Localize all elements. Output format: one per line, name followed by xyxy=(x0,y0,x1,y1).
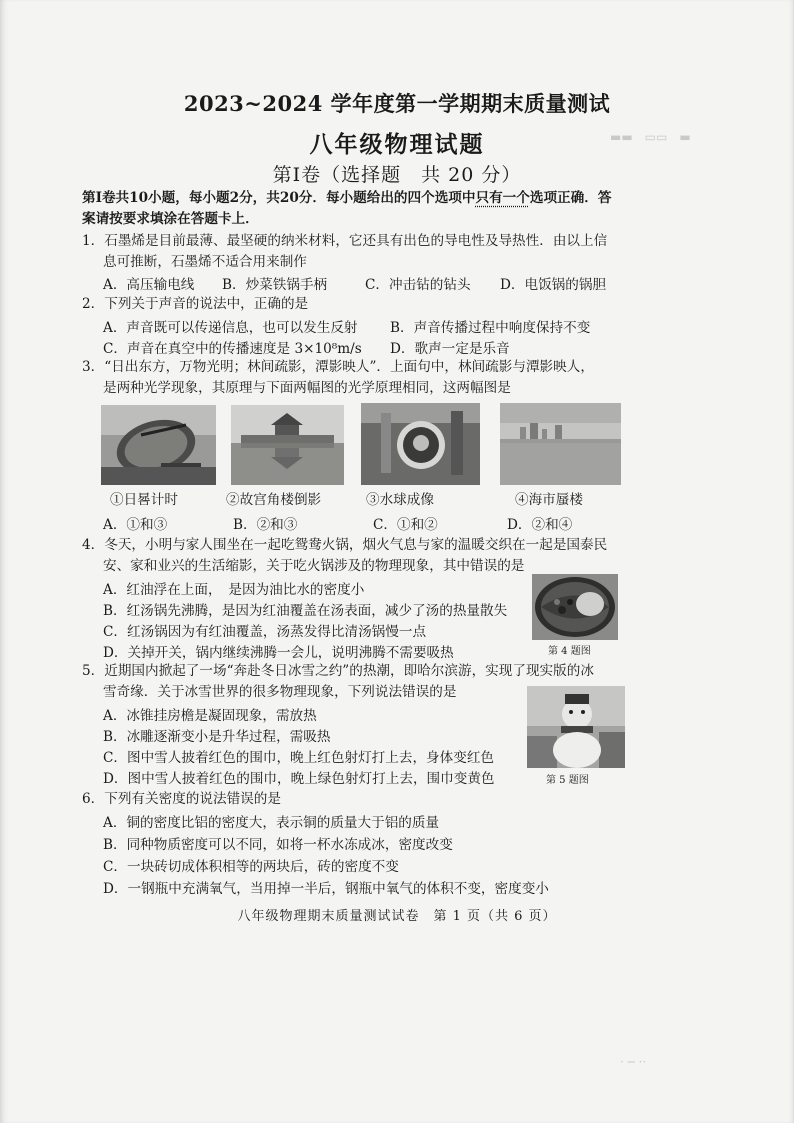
q2-option-d: D．歌声一定是乐音 xyxy=(390,341,510,357)
q3-caption-1: ①日晷计时 xyxy=(110,492,178,508)
q4-option-a: A．红油浮在上面， 是因为油比水的密度小 xyxy=(103,582,365,598)
q6-option-b: B．同种物质密度可以不同，如将一杯水冻成冰，密度改变 xyxy=(103,837,453,853)
q4-figure-caption: 第 4 题图 xyxy=(548,646,591,657)
instructions-line-2: 案请按要求填涂在答题卡上． xyxy=(82,211,259,227)
instructions-text-a: 第Ⅰ卷共10小题，每小题2分，共20分．每小题给出的四个选项中 xyxy=(82,190,476,206)
q5-stem-line-1: 5．近期国内掀起了一场“奔赴冬日冰雪之约”的热潮，即哈尔滨游，实现了现实版的冰 xyxy=(82,663,594,679)
water-ball-imaging-photo xyxy=(361,403,480,485)
page-footer: 八年级物理期末质量测试试卷 第 1 页（共 6 页） xyxy=(237,909,557,924)
q4-stem-line-1: 4．冬天，小明与家人围坐在一起吃鸳鸯火锅，烟火气息与家的温暖交织在一起是国泰民 xyxy=(82,537,608,553)
sundial-photo xyxy=(101,405,216,485)
instructions-text-c: 选项正确．答 xyxy=(529,190,612,206)
q4-option-d: D．关掉开关，锅内继续沸腾一会儿，说明沸腾不需要吸热 xyxy=(103,645,454,661)
bleed-through-mark-bottom: · ─ ·· xyxy=(620,1055,647,1069)
q3-option-b: B．②和③ xyxy=(233,517,298,533)
q1-option-a: A．高压输电线 xyxy=(103,277,195,293)
bleed-through-mark: ▬▬ ▭▭ ▬ xyxy=(610,130,691,144)
q1-option-b: B．炒菜铁锅手柄 xyxy=(222,277,328,293)
exam-subtitle: 八年级物理试题 xyxy=(309,131,485,158)
q2-option-a: A．声音既可以传递信息，也可以发生反射 xyxy=(103,320,358,336)
q6-option-a: A．铜的密度比铝的密度大，表示铜的质量大于铝的质量 xyxy=(103,815,440,831)
q6-stem: 6．下列有关密度的说法错误的是 xyxy=(82,791,281,807)
q3-stem-line-2: 是两种光学现象，其原理与下面两幅图的光学原理相同，这两幅图是 xyxy=(103,380,511,396)
q2-option-b: B．声音传播过程中响度保持不变 xyxy=(390,320,591,336)
instructions-line-1 xyxy=(82,189,611,207)
q1-option-c: C．冲击钻的钻头 xyxy=(365,277,471,293)
palace-tower-reflection-photo xyxy=(231,405,344,485)
q5-option-c: C．图中雪人披着红色的围巾，晚上红色射灯打上去，身体变红色 xyxy=(103,750,495,766)
hotpot-photo xyxy=(532,574,618,640)
q3-option-c: C．①和② xyxy=(373,517,438,533)
q6-option-c: C．一块砖切成体积相等的两块后，砖的密度不变 xyxy=(103,859,399,875)
q6-option-d: D．一钢瓶中充满氧气，当用掉一半后，钢瓶中氧气的体积不变，密度变小 xyxy=(103,881,549,897)
section-title: 第Ⅰ卷（选择题 共 20 分） xyxy=(272,164,522,186)
q2-stem: 2．下列关于声音的说法中，正确的是 xyxy=(82,296,309,312)
instructions-emphasis: 只有一个 xyxy=(475,190,530,206)
q1-stem-line-1: 1．石墨烯是目前最薄、最坚硬的纳米材料，它还具有出色的导电性及导热性．由以上信 xyxy=(82,233,608,249)
q5-stem-line-2: 雪奇缘．关于冰雪世界的很多物理现象，下列说法错误的是 xyxy=(103,684,457,700)
q3-option-a: A．①和③ xyxy=(103,517,168,533)
q3-option-d: D．②和④ xyxy=(507,517,573,533)
q1-stem-line-2: 息可推断，石墨烯不适合用来制作 xyxy=(103,254,307,270)
q5-option-a: A．冰锥挂房檐是凝固现象，需放热 xyxy=(103,708,317,724)
q2-option-c: C．声音在真空中的传播速度是 3×10⁸m/s xyxy=(103,341,362,357)
q3-stem-line-1: 3．“日出东方，万物光明；林间疏影，潭影映人”．上面句中，林间疏影与潭影映人， xyxy=(82,359,594,375)
mirage-photo xyxy=(500,403,621,485)
q3-caption-4: ④海市蜃楼 xyxy=(515,492,583,508)
exam-title: 2023~2024 学年度第一学期期末质量测试 xyxy=(183,91,611,116)
q5-option-d: D．图中雪人披着红色的围巾，晚上绿色射灯打上去，围巾变黄色 xyxy=(103,771,495,787)
q5-figure-caption: 第 5 题图 xyxy=(546,775,589,786)
snowman-photo xyxy=(527,686,625,768)
q4-option-c: C．红汤锅因为有红油覆盖，汤蒸发得比清汤锅慢一点 xyxy=(103,624,427,640)
q4-stem-line-2: 安、家和业兴的生活缩影，关于吃火锅涉及的物理现象，其中错误的是 xyxy=(103,558,525,574)
q3-caption-2: ②故宫角楼倒影 xyxy=(226,492,322,508)
q1-option-d: D．电饭锅的锅胆 xyxy=(500,277,607,293)
q3-caption-3: ③水球成像 xyxy=(366,492,434,508)
q5-option-b: B．冰雕逐渐变小是升华过程，需吸热 xyxy=(103,729,331,745)
q4-option-b: B．红汤锅先沸腾，是因为红油覆盖在汤表面，减少了汤的热量散失 xyxy=(103,603,508,619)
